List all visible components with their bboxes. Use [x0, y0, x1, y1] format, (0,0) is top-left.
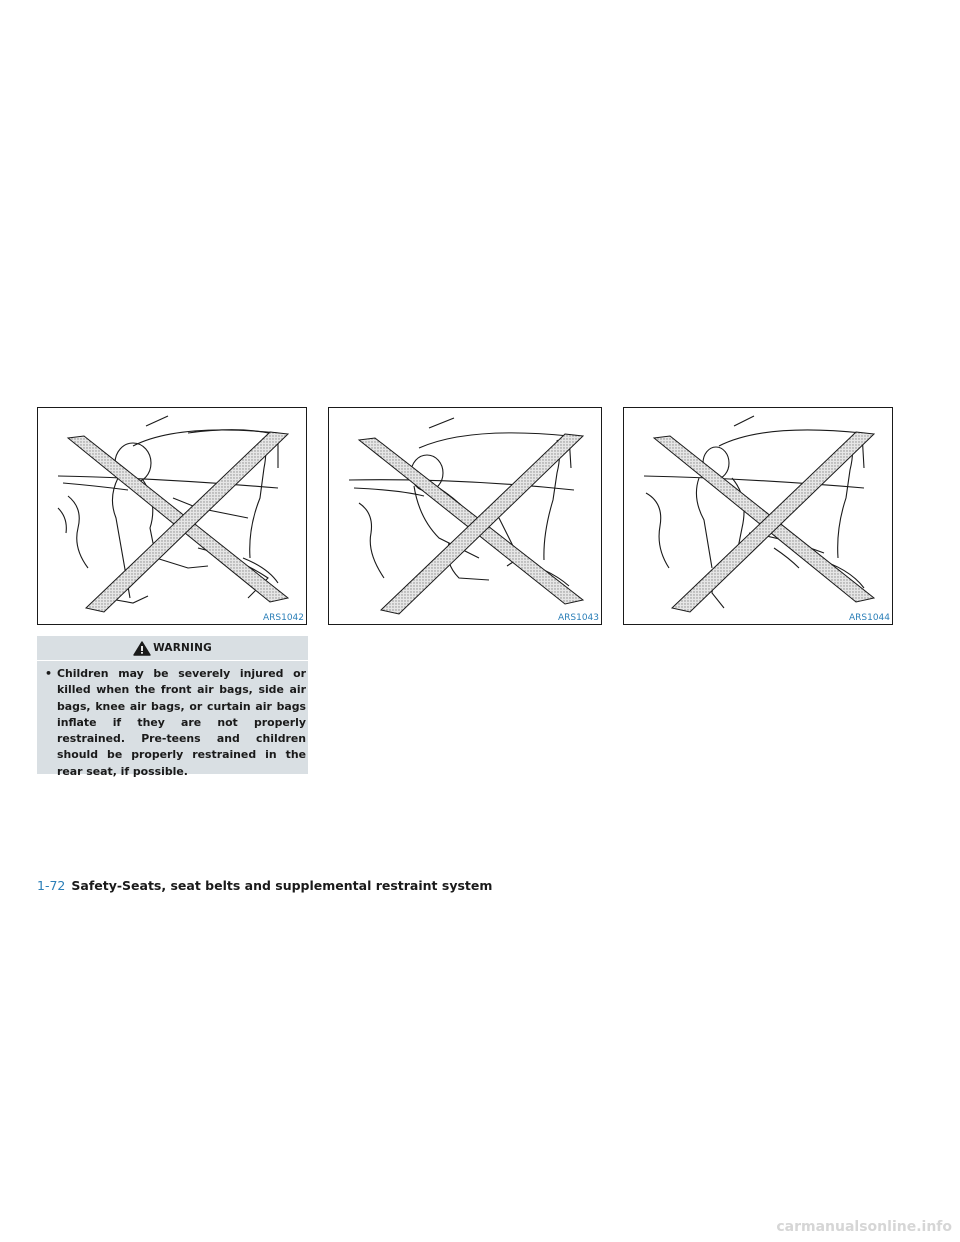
child-unrestrained-illustration — [38, 408, 306, 624]
warning-text: Children may be severely injured or killed when the front air bags, side air bags, knee air bags, or curtain air bags inflate if they are not properly restrained. Pre-teens and children should be properly restrained in the rear seat, if possible. — [57, 667, 306, 778]
illustration-child-on-lap — [623, 407, 893, 625]
bullet-marker: • — [45, 667, 53, 680]
illustration-child-leaning-dashboard — [328, 407, 602, 625]
watermark-logo — [712, 1216, 952, 1236]
figure-code: ARS1043 — [557, 613, 599, 623]
warning-box — [37, 636, 308, 778]
child-unrestrained-illustration — [329, 408, 601, 624]
section-title: Safety-Seats, seat belts and supplemental restraint system — [71, 878, 493, 893]
svg-text:carmanualsonline.info: carmanualsonline.info — [776, 1219, 952, 1235]
page-number: 1-72 — [37, 878, 66, 893]
child-unrestrained-illustration — [624, 408, 892, 624]
figure-code: ARS1042 — [262, 613, 304, 623]
page-footer — [37, 878, 492, 893]
figure-code: ARS1044 — [848, 613, 890, 623]
warning-title: WARNING — [153, 642, 212, 654]
illustration-child-front-seat-standing — [37, 407, 307, 625]
warning-header — [37, 636, 308, 661]
warning-item — [43, 666, 306, 780]
warning-triangle-icon — [133, 641, 151, 656]
